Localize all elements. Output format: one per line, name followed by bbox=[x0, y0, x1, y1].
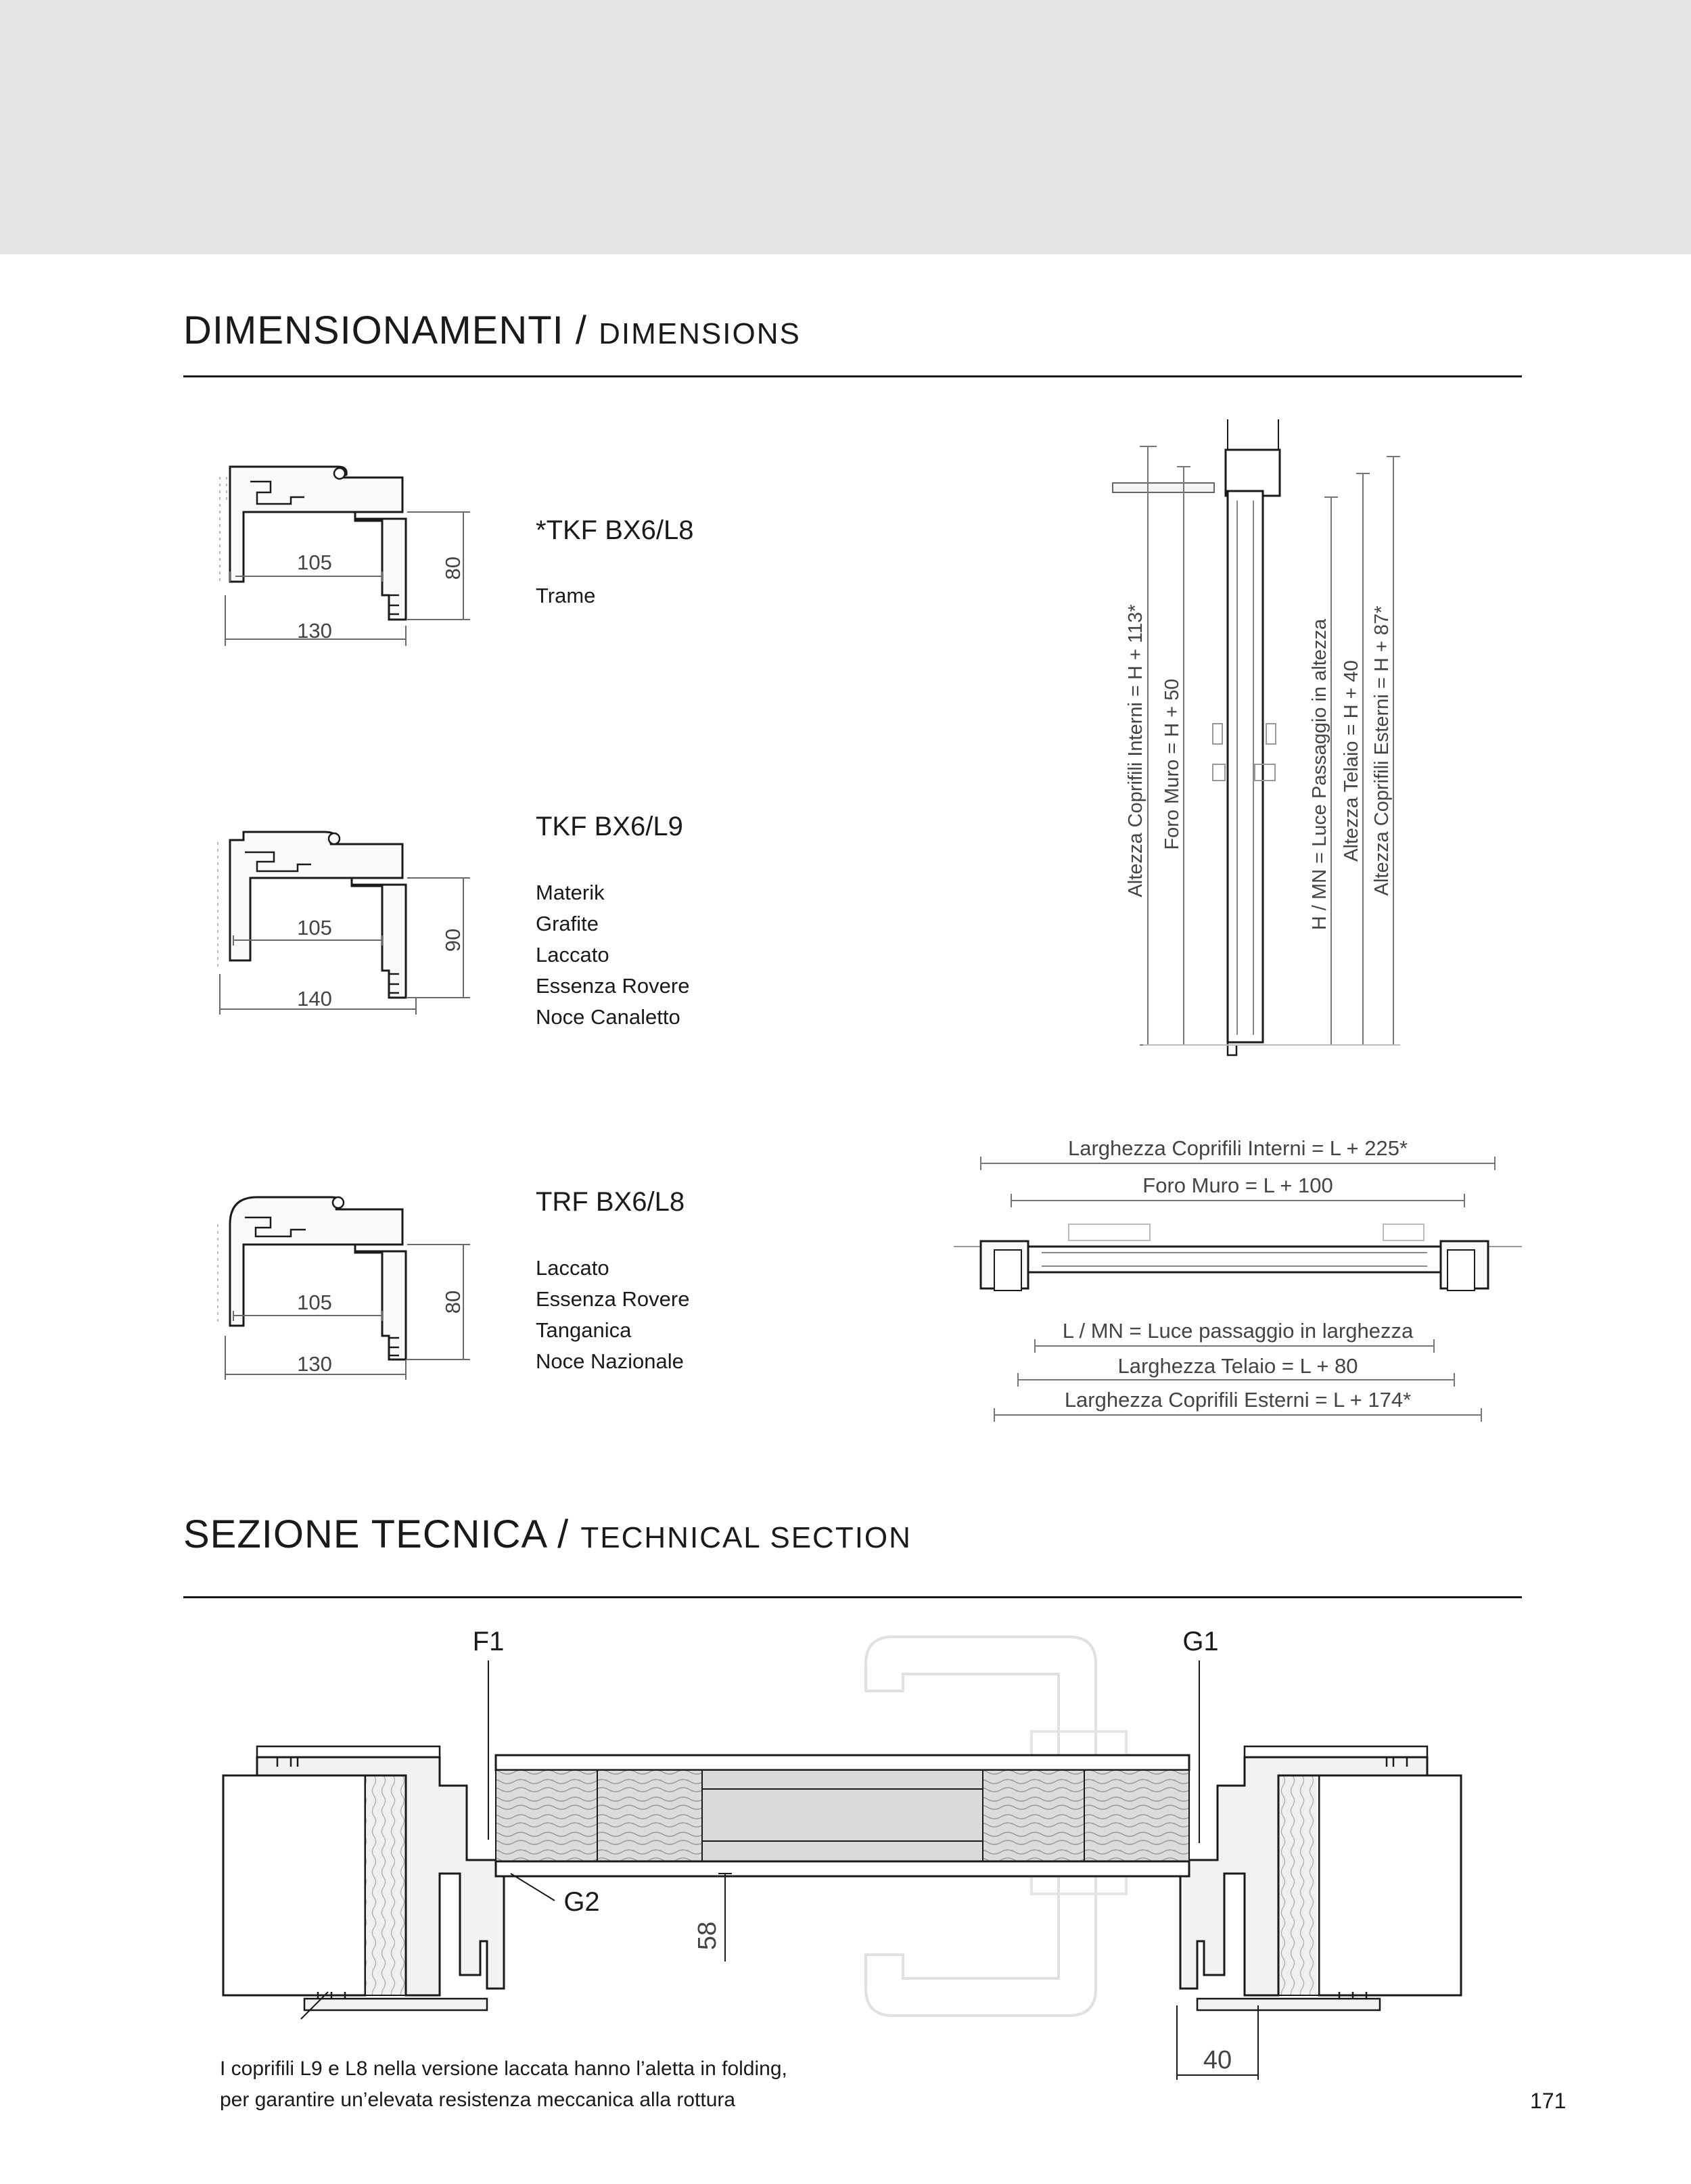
finish-item: Materik bbox=[536, 881, 605, 904]
profile-3-name: TRF BX6/L8 bbox=[536, 1187, 685, 1217]
finish-item: Tanganica bbox=[536, 1318, 632, 1342]
finish-item: Noce Canaletto bbox=[536, 1005, 680, 1029]
finish-item: Laccato bbox=[536, 1256, 609, 1280]
profile-2-inner-dim: 105 bbox=[297, 916, 332, 939]
f1-label: F1 bbox=[472, 1627, 505, 1656]
finish-item: Essenza Rovere bbox=[536, 974, 690, 998]
finish-item: Noce Nazionale bbox=[536, 1349, 684, 1373]
finish-item: Grafite bbox=[536, 912, 599, 935]
finish-item: Laccato bbox=[536, 943, 609, 967]
dim-58-label: 58 bbox=[693, 1921, 722, 1951]
technical-section-drawing bbox=[223, 1637, 1461, 2080]
frame-width-label: Larghezza Telaio = L + 80 bbox=[1117, 1354, 1358, 1378]
ext-cover-height-label: Altezza Coprifili Esterni = H + 87* bbox=[1371, 605, 1393, 896]
g1-label: G1 bbox=[1182, 1627, 1219, 1656]
profile-3-inner-dim: 105 bbox=[297, 1291, 332, 1314]
lacquer-note bbox=[220, 2053, 787, 2116]
note-line-2: per garantire un’elevata resistenza meccanica alla rottura bbox=[220, 2089, 736, 2111]
profile-3-outer-dim: 130 bbox=[297, 1352, 332, 1376]
wall-hole-width-label: Foro Muro = L + 100 bbox=[1142, 1174, 1333, 1197]
passage-height-label: H / MN = Luce Passaggio in altezza bbox=[1309, 618, 1330, 931]
profile-2-name: TKF BX6/L9 bbox=[536, 812, 683, 841]
profile-2-outer-dim: 140 bbox=[297, 987, 332, 1010]
profile-1-drawing bbox=[220, 467, 470, 646]
g2-label: G2 bbox=[563, 1887, 600, 1917]
profile-2-height-dim: 90 bbox=[441, 928, 465, 952]
profile-2-drawing bbox=[218, 832, 470, 1015]
profile-1-inner-dim: 105 bbox=[297, 551, 332, 574]
profile-1-outer-dim: 130 bbox=[297, 619, 332, 643]
dim-40-label: 40 bbox=[1203, 2046, 1232, 2074]
technical-title: SEZIONE TECNICA bbox=[183, 1512, 547, 1556]
int-cover-width-label: Larghezza Coprifili Interni = L + 225* bbox=[1067, 1136, 1408, 1160]
int-cover-height-label: Altezza Coprifili Interni = H + 113* bbox=[1125, 604, 1146, 898]
profile-1-name: *TKF BX6/L8 bbox=[536, 515, 694, 545]
technical-subtitle: TECHNICAL SECTION bbox=[580, 1521, 912, 1554]
dimensions-subtitle: DIMENSIONS bbox=[599, 317, 801, 350]
frame-height-label: Altezza Telaio = H + 40 bbox=[1341, 660, 1362, 862]
wall-hole-height-label: Foro Muro = H + 50 bbox=[1161, 678, 1183, 850]
heading-separator: / bbox=[546, 1512, 581, 1556]
page-number: 171 bbox=[1530, 2089, 1567, 2113]
ext-cover-width-label: Larghezza Coprifili Esterni = L + 174* bbox=[1064, 1388, 1412, 1412]
dimensions-title: DIMENSIONAMENTI bbox=[183, 308, 564, 352]
heading-separator: / bbox=[563, 308, 599, 352]
finish-item: Essenza Rovere bbox=[536, 1287, 690, 1311]
profile-3-drawing bbox=[218, 1197, 470, 1380]
profile-3-height-dim: 80 bbox=[441, 1290, 465, 1314]
passage-width-label: L / MN = Luce passaggio in larghezza bbox=[1062, 1319, 1414, 1343]
note-line-1: I coprifili L9 e L8 nella versione laccata hanno l’aletta in folding, bbox=[220, 2058, 787, 2080]
profile-1-height-dim: 80 bbox=[441, 556, 465, 580]
finish-item: Trame bbox=[536, 584, 596, 607]
